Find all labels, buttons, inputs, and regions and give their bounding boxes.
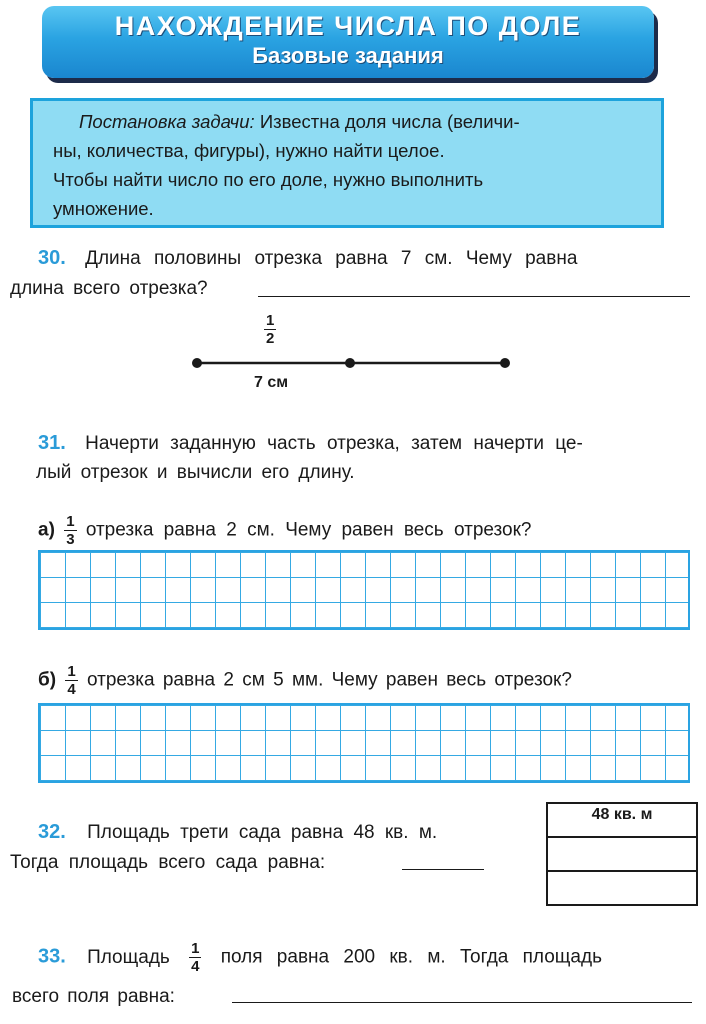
ex31b-frac-num: 1: [67, 663, 76, 680]
ex31b-line: [38, 663, 572, 698]
ex31a-line: [38, 513, 531, 548]
ex32-text-1: Площадь трети сада равна 48 кв. м.: [87, 822, 438, 843]
ex33-answer-line[interactable]: [232, 1002, 692, 1003]
ex33-number: 33.: [38, 945, 66, 968]
task-line-1-text: Известна доля числа (величи-: [259, 111, 520, 132]
ex32-table: [546, 802, 698, 906]
ex31-line-1: [38, 431, 583, 456]
ex32-text-2: Тогда площадь всего сада равна:: [10, 852, 326, 873]
page-subtitle: Базовые задания: [252, 43, 444, 68]
ex32-answer-line[interactable]: [402, 869, 484, 870]
ex31b-fraction: [65, 663, 77, 698]
ex31-text-1: Начерти заданную часть отрезка, затем начерти це-: [85, 433, 583, 454]
ex31b-label: б): [38, 669, 57, 691]
ex30-frac-num: 1: [266, 312, 275, 329]
page-title: НАХОЖДЕНИЕ ЧИСЛА ПО ДОЛЕ: [114, 11, 582, 41]
ex33-line-1: [38, 940, 602, 975]
ex31b-text: отрезка равна 2 см 5 мм. Чему равен весь отрезок?: [86, 669, 572, 691]
ex32-line-1: [38, 820, 437, 845]
ex30-segment: [188, 354, 518, 372]
ex31-text-2: лый отрезок и вычисли его длину.: [36, 462, 355, 483]
task-line-3: Чтобы найти число по его доле, нужно выполнить: [53, 169, 484, 190]
ex31-number: 31.: [38, 432, 66, 454]
ex33-text-2: всего поля равна:: [12, 986, 175, 1007]
ex30-answer-line[interactable]: [258, 296, 690, 297]
ex30-seg-label: 7 см: [254, 374, 289, 391]
ex33-text-before: Площадь: [87, 946, 170, 968]
ex31a-label: а): [38, 519, 55, 541]
ex31a-fraction: [64, 513, 76, 548]
ex30-line-1: [38, 246, 577, 271]
ex32-table-cell-2[interactable]: [547, 837, 697, 871]
ex33-frac-den: 4: [191, 958, 200, 975]
ex32-table-cell-1: 48 кв. м: [547, 803, 697, 837]
ex30-number: 30.: [38, 247, 66, 269]
ex33-fraction: [189, 940, 201, 975]
task-heading: Постановка задачи:: [79, 111, 255, 132]
segment-midpoint: [345, 358, 355, 368]
ex30-fraction: [264, 312, 276, 347]
segment-endpoint-left: [192, 358, 202, 368]
task-statement-box: [30, 98, 664, 228]
ex32-table-cell-3[interactable]: [547, 871, 697, 905]
segment-endpoint-right: [500, 358, 510, 368]
ex33-text-after: поля равна 200 кв. м. Тогда площадь: [220, 946, 602, 968]
ex31b-grid[interactable]: [38, 703, 690, 783]
ex31a-frac-num: 1: [66, 513, 75, 530]
ex33-frac-num: 1: [191, 940, 200, 957]
title-banner: [42, 6, 654, 78]
ex30-frac-den: 2: [266, 330, 275, 347]
task-line-2: ны, количества, фигуры), нужно найти целое.: [53, 140, 445, 161]
ex31a-text: отрезка равна 2 см. Чему равен весь отрезок?: [85, 519, 532, 541]
task-line-1: [79, 110, 520, 134]
ex31a-frac-den: 3: [66, 531, 75, 548]
ex31b-frac-den: 4: [67, 681, 76, 698]
task-line-4: умножение.: [53, 198, 154, 219]
ex31a-grid[interactable]: [38, 550, 690, 630]
ex30-text-2: длина всего отрезка?: [10, 278, 208, 299]
ex30-text-1: Длина половины отрезка равна 7 см. Чему равна: [85, 248, 578, 269]
ex32-number: 32.: [38, 821, 66, 843]
